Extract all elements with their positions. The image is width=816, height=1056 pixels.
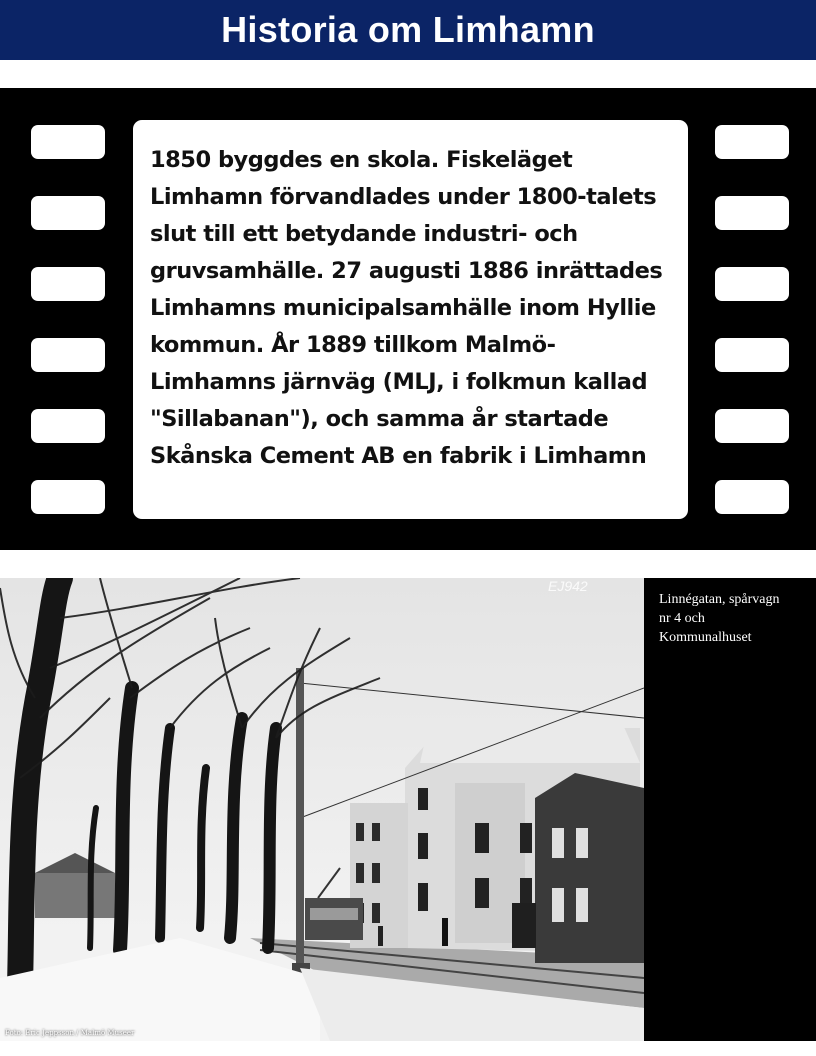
history-line: kommun. År 1889 tillkom Malmö- (150, 332, 556, 358)
history-line: Limhamns järnväg (MLJ, i folkmun kallad (150, 369, 648, 395)
film-perforation (31, 196, 105, 230)
history-line: slut till ett betydande industri- och (150, 221, 578, 247)
caption-line: Linnégatan, spårvagn (659, 592, 780, 607)
page-title: Historia om Limhamn (221, 9, 595, 50)
film-perforation (715, 196, 789, 230)
photo-section (0, 578, 816, 1041)
history-line: gruvsamhälle. 27 augusti 1886 inrättades (150, 258, 663, 284)
photo-stamp: EJ942 (548, 578, 588, 594)
film-perforation (715, 409, 789, 443)
film-frame (133, 120, 688, 519)
film-perforation (31, 338, 105, 372)
caption-line: Kommunalhuset (659, 630, 752, 645)
film-perforation (715, 125, 789, 159)
film-perforation (715, 338, 789, 372)
history-line: "Sillabanan"), och samma år startade (150, 406, 609, 432)
film-perforation (31, 125, 105, 159)
film-perforation (31, 480, 105, 514)
street-scene-illustration (0, 578, 644, 1041)
history-line: Skånska Cement AB en fabrik i Limhamn (150, 443, 647, 469)
history-text (150, 142, 678, 475)
film-perforation (715, 267, 789, 301)
film-strip (0, 88, 816, 550)
film-perforation (31, 267, 105, 301)
history-line: 1850 byggdes en skola. Fiskeläget (150, 147, 573, 173)
film-perforation (31, 409, 105, 443)
historic-street-photo (0, 578, 644, 1041)
title-bar (0, 0, 816, 60)
film-perforation (715, 480, 789, 514)
caption-line: nr 4 och (659, 611, 705, 626)
history-line: Limhamns municipalsamhälle inom Hyllie (150, 295, 656, 321)
photo-credit: Foto: Eric Jeppsson / Malmö Museer (5, 1029, 135, 1037)
history-line: Limhamn förvandlades under 1800-talets (150, 184, 657, 210)
photo-caption (659, 590, 809, 647)
